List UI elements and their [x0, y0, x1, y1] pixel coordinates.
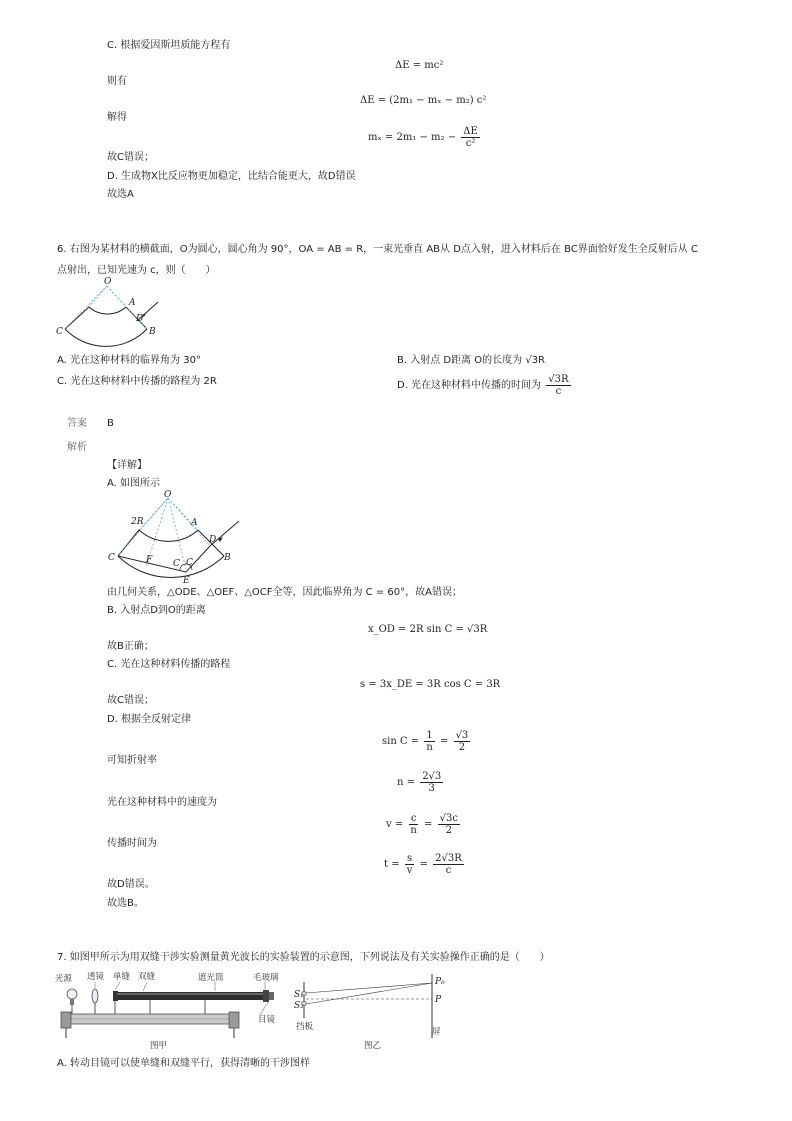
fig-a-label-lens: 透镜: [87, 972, 105, 982]
fig-a-label-source: 光源: [55, 974, 73, 984]
analysis-d-wrong: 故D错误。: [107, 879, 155, 890]
q6-option-d-den: c: [555, 385, 562, 397]
q6-option-b: B. 入射点 D距离 O的长度为 √3R: [397, 355, 546, 366]
fig-a-caption: 图甲: [150, 1041, 168, 1051]
equation-mx: [368, 126, 482, 149]
fig2-label-angle-c2: C: [186, 558, 193, 568]
fig2-label-o: O: [164, 490, 172, 500]
prev-option-d: D. 生成物X比反应物更加稳定，比结合能更大，故D错误: [107, 171, 356, 182]
equation-n: [397, 771, 445, 794]
analysis-c-wrong: 故C错误；: [107, 695, 154, 706]
equation-sinc-num1: 1: [426, 730, 433, 741]
equation-t-den2: c: [445, 865, 452, 876]
equation-v-num2: √3c: [439, 813, 458, 824]
fig2-label-2r: 2R: [131, 517, 144, 527]
q6-figure-sector: [50, 278, 180, 342]
prev-option-c: C. 根据爱因斯坦质能方程有: [107, 40, 231, 51]
fig1-label-b: B: [149, 327, 156, 337]
equation-t-num1: s: [407, 853, 413, 864]
answer-value: B: [107, 418, 114, 429]
fig-a-label-glass: 毛玻璃: [253, 973, 279, 983]
fig2-label-d: D: [209, 535, 217, 545]
equation-v-den1: n: [410, 825, 417, 836]
equation-sinc-den1: n: [426, 742, 433, 753]
speed-text: 光在这种材料中的速度为: [107, 797, 217, 808]
q7-figure-slits: [290, 972, 450, 1054]
q6-option-c: C. 光在这种材料中传播的路程为 2R: [57, 376, 217, 387]
equation-sinc-left: sin C =: [382, 736, 420, 747]
q7-stem: 7. 如图甲所示为用双缝干涉实验测量黄光波长的实验装置的示意图，下列说法及有关实验操作正确的是（ ）: [57, 952, 550, 963]
prev-c-wrong: 故C错误；: [107, 152, 154, 163]
fig2-label-a: A: [191, 518, 198, 528]
q6-option-d: [397, 372, 573, 400]
analysis-label: 解析: [67, 442, 87, 453]
fig-b-label-screen: 屏: [432, 1027, 441, 1037]
q7-option-a: A. 转动目镜可以使单缝和双缝平行，获得清晰的干涉图样: [57, 1058, 311, 1069]
equation-mx-num: ΔE: [463, 126, 478, 137]
fig-b-label-p0: P₀: [435, 977, 445, 987]
fig1-label-o: O: [104, 277, 112, 287]
q6-option-d-prefix: D. 光在这种材料中传播的时间为: [397, 380, 542, 391]
q6-stem-line1: 6. 右图为某材料的横截面，O为圆心，圆心角为 90°，OA = AB = R，一束光垂直 AB从 D点入射，进入材料后在 BC界面恰好发生全反射后从 C: [57, 244, 698, 255]
equation-n-left: n =: [397, 777, 415, 788]
answer-label: 答案: [67, 418, 87, 429]
equation-v-num1: c: [410, 813, 417, 824]
fig2-label-angle-c1: C: [173, 559, 180, 569]
fig-b-label-s1: S₁: [294, 990, 304, 1000]
equation-delta-e: ΔE = (2m₁ − mₓ − m₂) c²: [360, 95, 487, 106]
prev-solve: 解得: [107, 112, 127, 123]
fig-b-label-board: 挡板: [296, 1022, 314, 1032]
fig1-label-c: C: [56, 327, 63, 337]
q6-option-d-num: √3R: [548, 373, 569, 385]
analysis-choose: 故选B。: [107, 898, 144, 909]
fig-a-label-eyepiece: 目镜: [258, 1015, 276, 1025]
fig-a-label-tube: 遮光筒: [198, 973, 224, 983]
equation-v-left: v =: [386, 819, 404, 830]
equation-n-num: 2√3: [422, 771, 442, 782]
fig-a-label-single: 单缝: [113, 972, 131, 982]
prev-then: 则有: [107, 76, 127, 87]
analysis-b-text: B. 入射点D到O的距离: [107, 605, 206, 616]
equation-sinc-num2: √3: [455, 730, 469, 741]
analysis-a-text: A. 如图所示: [107, 478, 161, 489]
detail-title: 【详解】: [107, 460, 147, 471]
equation-mx-left: mₓ = 2m₁ − m₂ −: [368, 132, 457, 143]
fig2-label-c: C: [108, 553, 115, 563]
equation-mx-den: c²: [465, 138, 476, 149]
q6-option-a: A. 光在这种材料的临界角为 30°: [57, 355, 201, 366]
equation-t: t = $\frac{s}{v}$ = $\frac{2√3R}{c}$: [384, 853, 462, 876]
time-text: 传播时间为: [107, 838, 157, 849]
equation-sinc-den2: 2: [458, 742, 466, 753]
geometry-text: 由几何关系，△ODE、△OEF、△OCF全等，因此临界角为 C = 60°，故A错误；: [107, 587, 462, 598]
prev-choose: 故选A: [107, 189, 134, 200]
equation-t-den1: v: [406, 865, 413, 876]
fig2-label-b: B: [224, 553, 231, 563]
equation-t-num2: 2√3R: [435, 853, 462, 864]
fig2-label-e: E: [183, 576, 190, 586]
equation-sinc: sin C = $\frac{1}{n}$ = $\frac{√3}{2}$: [382, 730, 469, 753]
analysis-d-text: D. 根据全反射定律: [107, 714, 192, 725]
q6-figure-solution: [106, 490, 246, 586]
analysis-b-right: 故B正确；: [107, 641, 154, 652]
equation-v-den2: 2: [445, 825, 452, 836]
q7-figure-apparatus: [55, 968, 295, 1052]
equation-t-left: t =: [384, 859, 400, 870]
fig-b-label-s2: S₂: [294, 1001, 304, 1011]
fig1-label-d: D: [136, 314, 144, 324]
equation-v: v = $\frac{c}{n}$ = $\frac{√3c}{2}$: [386, 813, 458, 836]
fig2-label-f: F: [146, 555, 153, 565]
fig1-label-a: A: [129, 298, 136, 308]
q6-stem-line2: 点射出，已知光速为 c，则（ ）: [57, 265, 216, 276]
analysis-c-text: C. 光在这种材料传播的路程: [107, 659, 231, 670]
fig-b-label-p: P: [435, 995, 442, 1005]
equation-mass-energy: ΔE = mc²: [395, 60, 444, 71]
fig-b-caption: 图乙: [364, 1041, 382, 1051]
equation-path: s = 3x_DE = 3R cos C = 3R: [360, 679, 501, 690]
equation-xod: x_OD = 2R sin C = √3R: [368, 624, 488, 635]
fig-a-label-double: 双缝: [138, 972, 156, 982]
refraction-text: 可知折射率: [107, 755, 157, 766]
equation-n-den: 3: [428, 783, 435, 794]
